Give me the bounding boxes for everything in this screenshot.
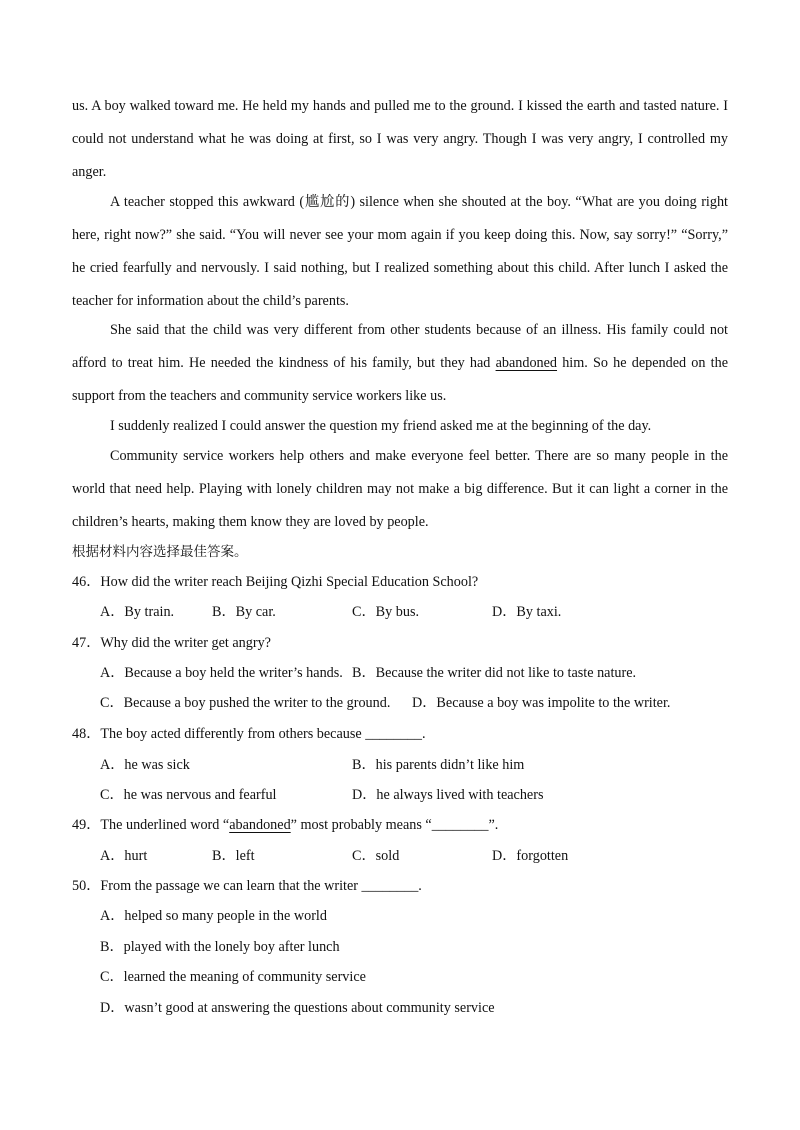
q46-option-b: B．By car. <box>212 604 276 620</box>
q50-option-a: A．helped so many people in the world <box>100 908 327 924</box>
passage-paragraph-5: Community service workers help others and make everyone feel better. There are so many people in the world that need help. Playing with lonely children may not make a big difference. But it can light a corner in the children’s hearts, making them know they are loved by people. <box>72 448 728 530</box>
q47-option-a: A．Because a boy held the writer’s hands. <box>100 665 343 681</box>
q48-option-d: D．he always lived with teachers <box>352 787 544 803</box>
question-46: 46．How did the writer reach Beijing Qizhi Special Education School? <box>72 574 479 590</box>
paragraph-3-text-after: him. So he depended on the support from the teachers and community service workers like us. <box>72 355 728 404</box>
q49-text-before: 49．The underlined word “ <box>72 817 230 833</box>
q49-option-a: A．hurt <box>100 848 148 864</box>
q50-option-c: C．learned the meaning of community service <box>100 969 366 985</box>
passage-paragraph-1: us. A boy walked toward me. He held my hands and pulled me to the ground. I kissed the earth and tasted nature. I could not understand what he was doing at first, so I was very angry. Though I was very angry, I controlled my anger. <box>72 98 728 180</box>
passage-paragraph-3 <box>72 314 728 413</box>
q46-option-c: C．By bus. <box>352 604 420 620</box>
question-49 <box>72 815 498 835</box>
q46-option-d: D．By taxi. <box>492 604 562 620</box>
q48-option-a: A．he was sick <box>100 757 190 773</box>
q48-option-c: C．he was nervous and fearful <box>100 787 277 803</box>
q49-option-d: D．forgotten <box>492 848 569 864</box>
question-50: 50．From the passage we can learn that the writer ________. <box>72 878 422 894</box>
q47-option-b: B．Because the writer did not like to taste nature. <box>352 665 637 681</box>
q49-option-b: B．left <box>212 848 255 864</box>
question-47: 47．Why did the writer get angry? <box>72 635 271 651</box>
q49-option-c: C．sold <box>352 848 400 864</box>
q49-text-after: ” most probably means “________”. <box>290 817 499 833</box>
instruction-text: 根据材料内容选择最佳答案。 <box>72 544 248 560</box>
q47-option-c: C．Because a boy pushed the writer to the ground. <box>100 695 391 711</box>
underlined-word: abandoned <box>495 355 558 371</box>
q50-option-b: B．played with the lonely boy after lunch <box>100 939 340 955</box>
q49-underlined-word: abandoned <box>229 817 291 833</box>
paragraph-3-text-before: She said that the child was very different from other students because of an illness. His family could not afford to treat him. He needed the kindness of his family, but they had <box>72 322 728 371</box>
q50-option-d: D．wasn’t good at answering the questions about community service <box>100 1000 495 1016</box>
question-48: 48．The boy acted differently from others because ________. <box>72 726 426 742</box>
q48-option-b: B．his parents didn’t like him <box>352 757 525 773</box>
q46-option-a: A．By train. <box>100 604 175 620</box>
passage-paragraph-2: A teacher stopped this awkward (尴尬的) silence when she shouted at the boy. “What are you doing right here, right now?” she said. “You will never see your mom again if you keep doing this. Now, say sorry!” “Sorry,” he cried fearfully and nervously. I said nothing, but I realized something about this child. After lunch I asked the teacher for information about the child’s parents. <box>72 194 728 309</box>
q47-option-d: D．Because a boy was impolite to the writer. <box>412 695 671 711</box>
passage-paragraph-4: I suddenly realized I could answer the question my friend asked me at the beginning of the day. <box>110 418 652 434</box>
